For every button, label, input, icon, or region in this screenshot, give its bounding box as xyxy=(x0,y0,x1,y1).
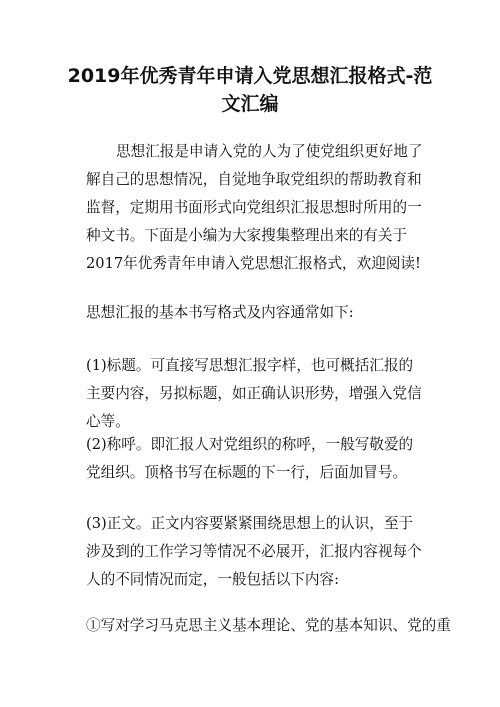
format-lead-paragraph: 思想汇报的基本书写格式及内容通常如下: xyxy=(86,304,354,321)
item-salutation-paragraph: (2)称呼。即汇报人对党组织的称呼，一般写敬爱的党组织。顶格书写在标题的下一行，后面加冒号。 xyxy=(86,436,414,481)
document-title: 2019年优秀青年申请入党思想汇报格式-范文汇编 xyxy=(67,65,433,115)
item-title-paragraph: (1)标题。可直接写思想汇报字样，也可概括汇报的主要内容，另拟标题，如正确认识形势，增强入党信心等。 xyxy=(86,357,422,430)
intro-paragraph: 思想汇报是申请入党的人为了使党组织更好地了解自己的思想情况，自觉地争取党组织的帮助教育和监督，定期用书面形式向党组织汇报思想时所用的一种文书。下面是小编为大家搜集整理出来的有关于2017年优秀青年申请入党思想汇报格式，欢迎阅读! xyxy=(86,143,423,272)
sub-item-paragraph: ①写对学习马克思主义基本理论、党的基本知识、党的重 xyxy=(86,617,451,634)
item-body-paragraph: (3)正文。正文内容要紧紧围绕思想上的认识，至于涉及到的工作学习等情况不必展开，汇报内容视每个人的不同情况而定，一般包括以下内容: xyxy=(86,515,422,588)
